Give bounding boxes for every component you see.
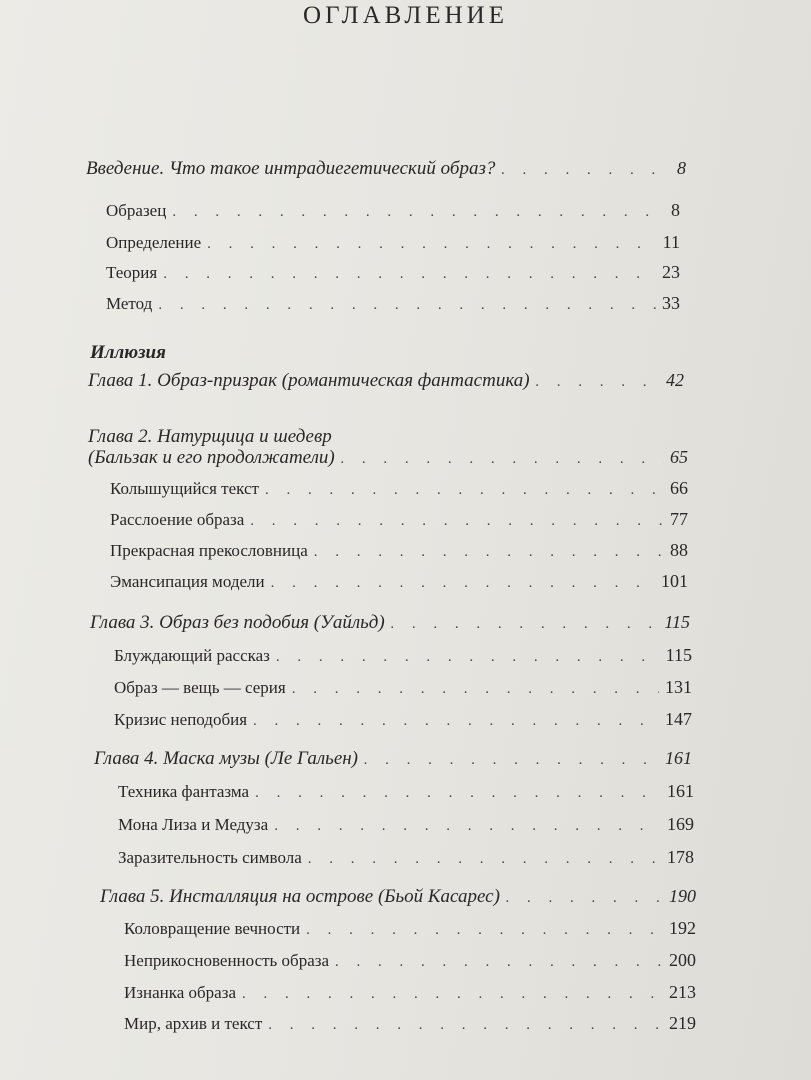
- toc-subentry[interactable]: [106, 262, 680, 283]
- toc-entry-label: Техника фантазма: [118, 782, 250, 801]
- leader-dots: [158, 297, 656, 314]
- toc-page-number: 33: [662, 293, 680, 313]
- toc-entry-label: Изнанка образа: [124, 983, 236, 1002]
- toc-entry-label: Кризис неподобия: [114, 710, 248, 729]
- toc-page-number: 213: [669, 982, 696, 1002]
- toc-subentry[interactable]: [124, 950, 696, 971]
- leader-dots: [163, 266, 656, 283]
- toc-entry-chapter-3[interactable]: [90, 612, 690, 634]
- toc-page-number: 169: [667, 814, 694, 834]
- toc-entry-label: Колышущийся текст: [110, 479, 259, 498]
- toc-page-number: 77: [670, 509, 688, 529]
- toc-subentry[interactable]: [114, 677, 692, 698]
- toc-subentry[interactable]: [114, 645, 692, 666]
- toc-entry-chapter-2-title[interactable]: Глава 2. Натурщица и шедевр: [88, 426, 332, 447]
- toc-entry-label: Мир, архив и текст: [124, 1014, 263, 1033]
- toc-page-number: 115: [664, 612, 690, 632]
- toc-page-number: 23: [662, 262, 680, 282]
- leader-dots: [391, 616, 659, 633]
- toc-subentry[interactable]: [106, 232, 680, 253]
- toc-page-number: 161: [665, 748, 692, 768]
- leader-dots: [172, 204, 665, 221]
- toc-page-number: 178: [667, 847, 694, 867]
- leader-dots: [242, 986, 663, 1003]
- leader-dots: [268, 1017, 663, 1034]
- toc-page-number: 219: [669, 1013, 696, 1033]
- leader-dots: [335, 954, 663, 971]
- toc-entry-chapter-2[interactable]: [88, 447, 688, 469]
- leader-dots: [341, 451, 664, 468]
- toc-subentry[interactable]: [118, 814, 694, 835]
- toc-subentry[interactable]: [114, 709, 692, 730]
- toc-entry-label: Эмансипация модели: [110, 572, 265, 591]
- leader-dots: [308, 851, 661, 868]
- toc-subentry[interactable]: [110, 540, 688, 561]
- leader-dots: [306, 922, 663, 939]
- toc-subentry[interactable]: [110, 571, 688, 592]
- toc-entry-label: Образ — вещь — серия: [114, 678, 286, 697]
- leader-dots: [292, 681, 659, 698]
- toc-page-number: 115: [665, 645, 692, 665]
- toc-entry-introduction[interactable]: [86, 158, 686, 180]
- toc-page-number: 66: [670, 478, 688, 498]
- toc-entry-label: Глава 4. Маска музы (Ле Гальен): [94, 748, 359, 769]
- toc-entry-label: (Бальзак и его продолжатели): [88, 447, 335, 468]
- section-heading: Иллюзия: [90, 342, 166, 363]
- toc-page-number: 190: [669, 886, 696, 906]
- toc-entry-label: Теория: [106, 263, 158, 282]
- toc-entry-label: Расслоение образа: [110, 510, 245, 529]
- leader-dots: [250, 513, 664, 530]
- leader-dots: [207, 236, 656, 253]
- toc-page-number: 161: [667, 781, 694, 801]
- toc-entry-label: Заразительность символа: [118, 848, 302, 867]
- toc-entry-label: Образец: [106, 201, 167, 220]
- toc-subentry[interactable]: [110, 509, 688, 530]
- toc-entry-chapter-5[interactable]: [100, 886, 696, 908]
- toc-entry-label: Коловращение вечности: [124, 919, 301, 938]
- toc-page-number: 65: [670, 447, 688, 467]
- toc-page-number: 88: [670, 540, 688, 560]
- toc-subentry[interactable]: [106, 200, 680, 221]
- leader-dots: [253, 713, 659, 730]
- toc-page-number: 200: [669, 950, 696, 970]
- toc-page-number: 147: [665, 709, 692, 729]
- toc-entry-label: Глава 5. Инсталляция на острове (Бьой Касарес): [100, 886, 500, 907]
- toc-page-number: 11: [662, 232, 680, 252]
- toc-page-number: 42: [666, 370, 684, 390]
- toc-subentry[interactable]: [110, 478, 688, 499]
- toc-entry-chapter-4[interactable]: [94, 748, 692, 770]
- toc-subentry[interactable]: [124, 982, 696, 1003]
- toc-entry-label: Определение: [106, 233, 202, 252]
- toc-entry-label: Неприкосновенность образа: [124, 951, 330, 970]
- leader-dots: [255, 785, 661, 802]
- leader-dots: [265, 482, 664, 499]
- leader-dots: [501, 162, 671, 179]
- toc-entry-label: Прекрасная прекословница: [110, 541, 308, 560]
- leader-dots: [274, 818, 661, 835]
- leader-dots: [536, 374, 660, 391]
- toc-subentry[interactable]: [118, 781, 694, 802]
- toc-page-number: 131: [665, 677, 692, 697]
- toc-page-number: 8: [671, 200, 680, 220]
- leader-dots: [364, 752, 659, 769]
- toc-entry-label: Блуждающий рассказ: [114, 646, 270, 665]
- toc-subentry[interactable]: [118, 847, 694, 868]
- page-title: ОГЛАВЛЕНИЕ: [303, 2, 508, 29]
- toc-entry-label: Глава 1. Образ-призрак (романтическая фантастика): [88, 370, 530, 391]
- leader-dots: [276, 649, 660, 666]
- toc-page-number: 8: [677, 158, 686, 178]
- leader-dots: [314, 544, 664, 561]
- toc-subentry[interactable]: [106, 293, 680, 314]
- toc-page-number: 192: [669, 918, 696, 938]
- toc-entry-label: Метод: [106, 294, 153, 313]
- toc-entry-label: Мона Лиза и Медуза: [118, 815, 269, 834]
- leader-dots: [271, 575, 655, 592]
- toc-subentry[interactable]: [124, 1013, 696, 1034]
- toc-subentry[interactable]: [124, 918, 696, 939]
- toc-entry-label: Глава 3. Образ без подобия (Уайльд): [90, 612, 385, 633]
- toc-entry-label: Введение. Что такое интрадиегетический образ?: [86, 158, 496, 179]
- leader-dots: [506, 890, 663, 907]
- toc-entry-chapter-1[interactable]: [88, 370, 684, 392]
- toc-page-number: 101: [661, 571, 688, 591]
